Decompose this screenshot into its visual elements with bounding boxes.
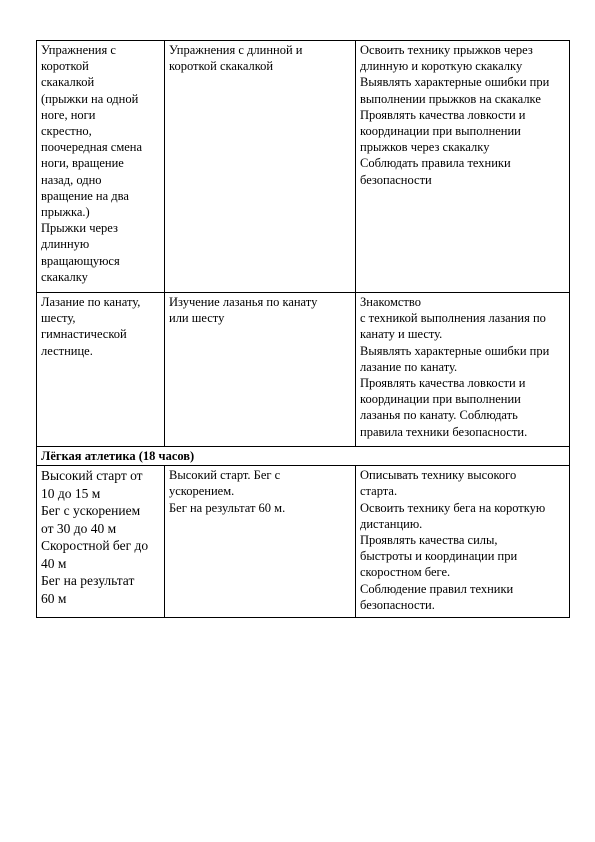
cell-text-line: (прыжки на одной [41,91,139,106]
cell-text-line: быстроты и координации при [360,549,518,564]
cell-text-line: Изучение лазанья по канату [169,295,318,309]
cell-text-line: старта. [360,484,398,499]
cell-text-line: безопасности [360,172,432,187]
cell-text-line: Проявлять качества ловкости и [360,376,526,391]
cell-text-line: координации при выполнении [360,392,521,407]
activities-cell [356,466,570,618]
cell-text-line: или шесту [169,311,225,326]
cell-text-line: Прыжки через [41,221,118,236]
table-row [37,466,570,618]
cell-text-line: прыжка.) [41,205,90,220]
cell-text-line: 40 м [41,555,67,571]
cell-text-line: Бег на результат 60 м. [169,500,286,515]
section-header-row [37,447,570,466]
cell-text-line: Высокий старт. Бег с [169,468,281,483]
cell-text-line: лестнице. [41,343,93,358]
cell-text-line: длинную и короткую скакалку [360,59,523,74]
cell-text-line: вращение на два [41,188,129,203]
cell-text-line: назад, одно [41,172,102,187]
cell-text-line: лазание по канату. [360,359,458,374]
lesson-topic-cell [165,41,356,293]
cell-text-line: Проявлять качества силы, [360,533,498,548]
cell-text-line: скрестно, [41,124,92,139]
exercise-cell [37,466,165,618]
cell-text-line: Скоростной бег до [41,538,149,554]
cell-text-line: Выявлять характерные ошибки при [360,75,550,90]
cell-text-line: 60 м [41,590,67,606]
cell-text-line: Соблюдение правил техники [360,581,514,596]
lesson-topic-cell [165,293,356,447]
cell-text-line: канату и шесту. [360,327,443,342]
cell-text-line: координации при выполнении [360,124,521,139]
activities-cell [356,293,570,447]
cell-text-line: шесту, [41,311,76,326]
cell-text-line: длинную [41,237,90,252]
cell-text-line: короткой скакалкой [169,59,274,74]
cell-text-line: поочередная смена [41,140,143,155]
cell-text-line: лазанья по канату. Соблюдать [360,408,518,423]
cell-text-line: ноги, вращение [41,156,124,171]
cell-text-line: скоростном беге. [360,565,451,580]
cell-text-line: Освоить технику бега на короткую [360,500,546,515]
exercise-cell [37,41,165,293]
cell-text-line: ускорением. [169,484,235,499]
section-title: Лёгкая атлетика (18 часов) [37,447,570,466]
table-row [37,293,570,447]
table-row [37,41,570,293]
activities-cell [356,41,570,293]
cell-text-line: Выявлять характерные ошибки при [360,343,550,358]
cell-text-line: с техникой выполнения лазания по [360,311,546,326]
exercise-cell [37,293,165,447]
cell-text-line: Лазание по канату, [41,295,141,309]
cell-text-line: Соблюдать правила техники [360,156,511,171]
cell-text-line: скакалкой [41,75,95,90]
cell-text-line: ноге, ноги [41,107,96,122]
curriculum-table [36,40,570,618]
cell-text-line: правила техники безопасности. [360,424,528,439]
cell-text-line: Бег на результат [41,573,135,589]
cell-text-line: Высокий старт от [41,468,143,484]
cell-text-line: прыжков через скакалку [360,140,490,155]
cell-text-line: гимнастической [41,327,127,342]
cell-text-line: вращающуюся [41,253,120,268]
cell-text-line: Упражнения с длинной и [169,43,303,57]
cell-text-line: Описывать технику высокого [360,468,517,483]
cell-text-line: Освоить технику прыжков через [360,43,533,57]
cell-text-line: дистанцию. [360,516,423,531]
cell-text-line: Знакомство [360,295,421,309]
cell-text-line: от 30 до 40 м [41,520,117,536]
cell-text-line: Проявлять качества ловкости и [360,107,526,122]
cell-text-line: Упражнения с [41,43,116,57]
cell-text-line: безопасности. [360,597,435,612]
cell-text-line: скакалку [41,269,88,284]
cell-text-line: Бег с ускорением [41,503,141,519]
cell-text-line: короткой [41,59,89,74]
cell-text-line: 10 до 15 м [41,485,101,501]
lesson-topic-cell [165,466,356,618]
cell-text-line: выполнении прыжков на скакалке [360,91,541,106]
